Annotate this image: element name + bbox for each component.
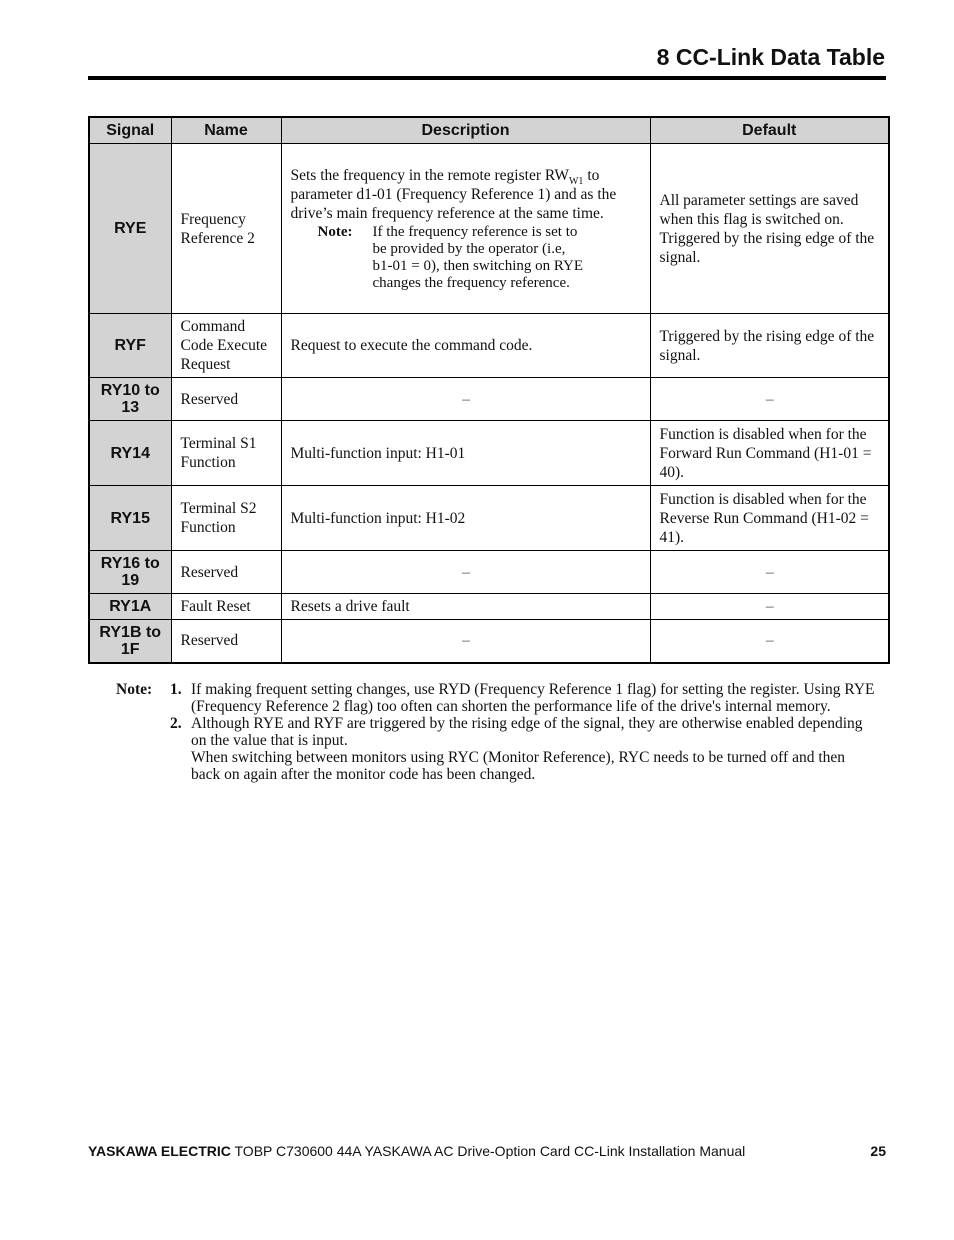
name-cell: Frequency Reference 2 bbox=[171, 144, 281, 314]
page-title: 8 CC-Link Data Table bbox=[656, 44, 885, 70]
page-footer bbox=[88, 1143, 886, 1159]
name-cell: Reserved bbox=[171, 378, 281, 421]
name-cell: Terminal S1 Function bbox=[171, 421, 281, 486]
signal-cell: RY1A bbox=[89, 594, 171, 620]
default-cell: – bbox=[650, 620, 889, 663]
signal-cell: RY10 to 13 bbox=[89, 378, 171, 421]
table-header-row bbox=[89, 117, 889, 144]
default-cell: – bbox=[650, 551, 889, 594]
name-cell: Reserved bbox=[171, 620, 281, 663]
name-cell: Fault Reset bbox=[171, 594, 281, 620]
note-text: If the frequency reference is set to be provided by the operator (i.e, b1-01 = 0), then switching on RYE changes the frequency reference. bbox=[372, 223, 584, 291]
description-note bbox=[318, 224, 642, 292]
signal-cell: RYE bbox=[89, 144, 171, 314]
notes-label: Note: bbox=[116, 681, 153, 698]
footer-document-title: TOBP C730600 44A YASKAWA AC Drive-Option Card CC-Link Installation Manual bbox=[230, 1143, 746, 1159]
note-item bbox=[116, 681, 876, 715]
column-header-name: Name bbox=[171, 117, 281, 144]
note-number: 2. bbox=[170, 715, 182, 732]
description-cell: – bbox=[281, 378, 650, 421]
default-cell: – bbox=[650, 594, 889, 620]
signal-cell: RY14 bbox=[89, 421, 171, 486]
description-cell: Request to execute the command code. bbox=[281, 314, 650, 378]
note-item-text-continued: When switching between monitors using RYC (Monitor Reference), RYC needs to be turned off and then back on again after the monitor code has been changed. bbox=[191, 749, 846, 783]
note-item-text: If making frequent setting changes, use RYD (Frequency Reference 1 flag) for setting the register. Using RYE (Frequency Reference 2 flag) too often can shorten the performance life of the drive's internal memory. bbox=[191, 681, 875, 715]
note-item bbox=[116, 715, 876, 783]
description-cell: – bbox=[281, 620, 650, 663]
column-header-signal: Signal bbox=[89, 117, 171, 144]
description-cell: Multi-function input: H1-01 bbox=[281, 421, 650, 486]
signal-cell: RYF bbox=[89, 314, 171, 378]
description-cell: – bbox=[281, 551, 650, 594]
signal-cell: RY15 bbox=[89, 486, 171, 551]
default-cell: Triggered by the rising edge of the signal. bbox=[650, 314, 889, 378]
table-row bbox=[89, 486, 889, 551]
notes-section bbox=[116, 681, 876, 783]
note-label: Note: bbox=[317, 223, 353, 240]
default-cell: Function is disabled when for the Reverse Run Command (H1-02 = 41). bbox=[650, 486, 889, 551]
title-divider bbox=[88, 76, 886, 80]
default-cell: Function is disabled when for the Forward Run Command (H1-01 = 40). bbox=[650, 421, 889, 486]
column-header-description: Description bbox=[281, 117, 650, 144]
table-row bbox=[89, 551, 889, 594]
name-cell: Reserved bbox=[171, 551, 281, 594]
table-row bbox=[89, 144, 889, 314]
table-row bbox=[89, 421, 889, 486]
note-number: 1. bbox=[170, 681, 182, 698]
column-header-default: Default bbox=[650, 117, 889, 144]
signal-cell: RY16 to 19 bbox=[89, 551, 171, 594]
footer-brand: YASKAWA ELECTRIC bbox=[88, 1143, 231, 1159]
note-item-text: Although RYE and RYF are triggered by the rising edge of the signal, they are otherwise enabled depending on the value that is input. bbox=[191, 715, 863, 749]
description-cell bbox=[281, 144, 650, 314]
table-row bbox=[89, 620, 889, 663]
default-cell: All parameter settings are saved when this flag is switched on. Triggered by the rising edge of the signal. bbox=[650, 144, 889, 314]
register-subscript: W1 bbox=[568, 175, 584, 187]
signal-cell: RY1B to 1F bbox=[89, 620, 171, 663]
cc-link-data-table bbox=[88, 116, 890, 664]
description-cell: Multi-function input: H1-02 bbox=[281, 486, 650, 551]
description-cell: Resets a drive fault bbox=[281, 594, 650, 620]
table-row bbox=[89, 594, 889, 620]
name-cell: Command Code Execute Request bbox=[171, 314, 281, 378]
table-row bbox=[89, 314, 889, 378]
page-number: 25 bbox=[870, 1143, 886, 1159]
name-cell: Terminal S2 Function bbox=[171, 486, 281, 551]
default-cell: – bbox=[650, 378, 889, 421]
table-row bbox=[89, 378, 889, 421]
description-text: Sets the frequency in the remote register $RW_{W1}$ to parameter d1-01 (Frequency Reference 1) and as the drive’s main frequency reference at the same time. bbox=[290, 166, 617, 222]
